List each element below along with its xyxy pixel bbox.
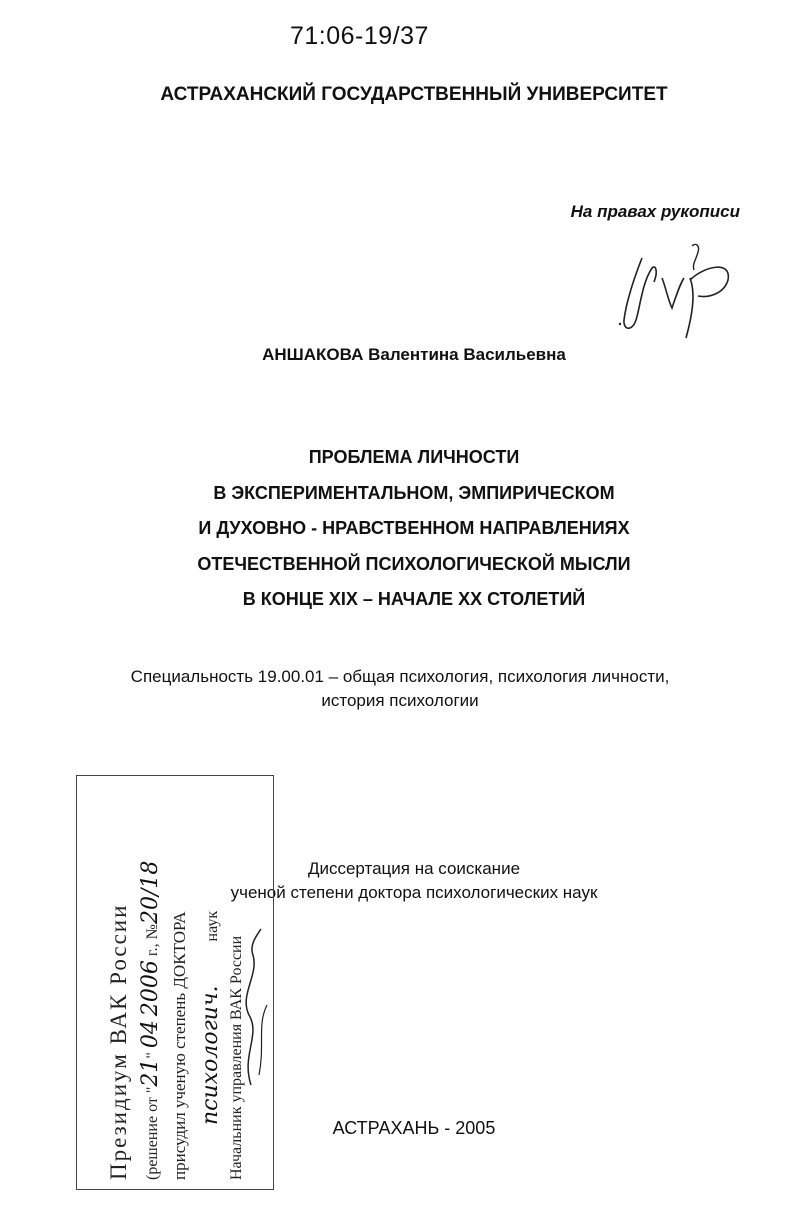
stamp-field-handwritten: психологич. — [198, 985, 223, 1125]
author-signature — [612, 238, 742, 343]
degree-line-2: ученой степени доктора психологических наук — [230, 883, 598, 902]
specialty-line-1: Специальность 19.00.01 – общая психология, психология личности, — [130, 667, 670, 686]
author-name — [0, 345, 796, 365]
author-surname: АНШАКОВА — [262, 345, 364, 364]
stamp-line-head: Начальник управления ВАК России — [228, 935, 245, 1180]
degree-line-1: Диссертация на соискание — [307, 859, 521, 878]
vak-stamp — [76, 775, 276, 1195]
stamp-line-presidium: Президиум ВАК России — [106, 903, 131, 1180]
stamp-line-decision — [138, 861, 163, 1180]
title-line: ПРОБЛЕМА ЛИЧНОСТИ — [308, 447, 520, 467]
author-given-names: Валентина Васильевна — [368, 345, 566, 364]
specialty — [0, 665, 796, 713]
stamp-quote: " — [144, 1052, 161, 1059]
stamp-line-field — [198, 911, 223, 1125]
stamp-day: 21 — [138, 1058, 163, 1087]
specialty-line-2: история психологии — [321, 691, 479, 710]
city-year: АСТРАХАНЬ - 2005 — [332, 1118, 496, 1138]
stamp-degree-text: присудил ученую степень ДОКТОРА — [170, 911, 189, 1180]
stamp-year: 2006 — [138, 960, 163, 1017]
title-line: И ДУХОВНО - НРАВСТВЕННОМ НАПРАВЛЕНИЯХ — [198, 518, 630, 538]
title-line: В КОНЦЕ XIX – НАЧАЛЕ XX СТОЛЕТИЙ — [242, 589, 586, 609]
manuscript-rights-label: На правах рукописи — [570, 202, 740, 221]
stamp-decision-prefix: (решение от " — [144, 1086, 161, 1180]
stamp-field-suffix: наук — [204, 910, 221, 942]
stamp-line-degree — [170, 911, 190, 1180]
stamp-handwritten-signature — [231, 925, 276, 1095]
stamp-number: 20/18 — [138, 860, 163, 925]
stamp-decision-suffix: г., № — [144, 924, 161, 957]
document-code: 71:06-19/37 — [290, 22, 429, 50]
stamp-month: 04 — [138, 1020, 163, 1049]
dissertation-title — [0, 440, 796, 618]
title-line: В ЭКСПЕРИМЕНТАЛЬНОМ, ЭМПИРИЧЕСКОМ — [213, 482, 615, 503]
university-name: АСТРАХАНСКИЙ ГОСУДАРСТВЕННЫЙ УНИВЕРСИТЕТ — [160, 84, 668, 105]
title-line: ОТЕЧЕСТВЕННОЙ ПСИХОЛОГИЧЕСКОЙ МЫСЛИ — [197, 553, 631, 574]
